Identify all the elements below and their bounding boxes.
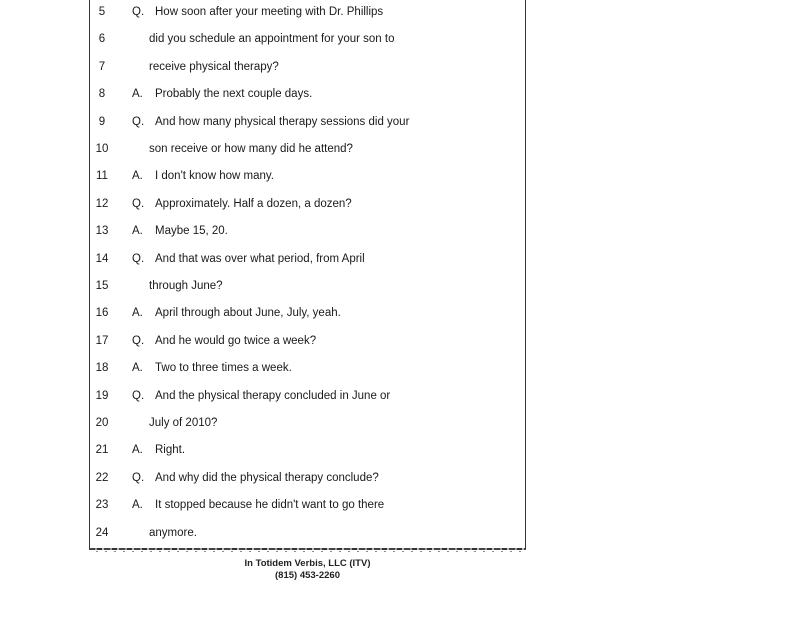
transcript-line xyxy=(0,112,526,132)
speaker-label: A. xyxy=(132,170,143,182)
line-number: 6 xyxy=(98,33,106,45)
line-text: Right. xyxy=(155,444,186,456)
transcript-line xyxy=(0,303,526,323)
transcript-line xyxy=(0,2,526,22)
line-number: 7 xyxy=(98,61,106,73)
line-text: Two to three times a week. xyxy=(155,362,292,374)
footer-company: In Totidem Verbis, LLC (ITV) xyxy=(244,558,371,569)
transcript-line xyxy=(0,276,526,296)
line-text: And that was over what period, from April xyxy=(155,253,365,265)
transcript-line xyxy=(0,221,526,241)
page-bottom-border-shadow xyxy=(96,551,526,552)
speaker-label: A. xyxy=(132,307,143,319)
transcript-line xyxy=(0,523,526,543)
line-number: 18 xyxy=(95,362,109,374)
line-text: I don't know how many. xyxy=(155,170,274,182)
line-text: did you schedule an appointment for your son to xyxy=(149,33,395,45)
speaker-label: A. xyxy=(132,88,143,100)
line-number: 20 xyxy=(95,417,109,429)
line-number: 13 xyxy=(95,225,109,237)
line-text: anymore. xyxy=(149,527,197,539)
transcript-line xyxy=(0,166,526,186)
line-number: 16 xyxy=(95,307,109,319)
line-number: 22 xyxy=(95,472,109,484)
line-number: 21 xyxy=(95,444,109,456)
line-text: Maybe 15, 20. xyxy=(155,225,228,237)
line-number: 10 xyxy=(95,143,109,155)
transcript-line xyxy=(0,495,526,515)
speaker-label: Q. xyxy=(132,6,145,18)
speaker-label: Q. xyxy=(132,253,145,265)
transcript-line xyxy=(0,57,526,77)
line-text: through June? xyxy=(149,280,223,292)
line-text: Approximately. Half a dozen, a dozen? xyxy=(155,198,352,210)
line-number: 15 xyxy=(95,280,109,292)
transcript-line xyxy=(0,29,526,49)
footer xyxy=(89,558,526,582)
line-text: And how many physical therapy sessions did your xyxy=(155,116,410,128)
transcript-line xyxy=(0,194,526,214)
line-text: And he would go twice a week? xyxy=(155,335,317,347)
transcript-line xyxy=(0,249,526,269)
speaker-label: A. xyxy=(132,444,143,456)
line-text: How soon after your meeting with Dr. Phillips xyxy=(155,6,384,18)
line-text: receive physical therapy? xyxy=(149,61,279,73)
line-number: 12 xyxy=(95,198,109,210)
speaker-label: Q. xyxy=(132,116,145,128)
speaker-label: Q. xyxy=(132,198,145,210)
transcript-line xyxy=(0,358,526,378)
line-number: 24 xyxy=(95,527,109,539)
line-text: son receive or how many did he attend? xyxy=(149,143,353,155)
line-text: And the physical therapy concluded in June or xyxy=(155,390,391,402)
line-text: April through about June, July, yeah. xyxy=(155,307,341,319)
line-text: Probably the next couple days. xyxy=(155,88,313,100)
transcript-line xyxy=(0,440,526,460)
transcript-line xyxy=(0,84,526,104)
line-number: 5 xyxy=(98,6,106,18)
speaker-label: Q. xyxy=(132,472,145,484)
line-text: July of 2010? xyxy=(149,417,218,429)
page-bottom-border xyxy=(89,548,526,550)
transcript-line xyxy=(0,468,526,488)
speaker-label: A. xyxy=(132,362,143,374)
speaker-label: Q. xyxy=(132,390,145,402)
line-number: 11 xyxy=(96,170,108,182)
transcript-line xyxy=(0,413,526,433)
line-number: 14 xyxy=(95,253,109,265)
speaker-label: A. xyxy=(132,225,143,237)
transcript-line xyxy=(0,331,526,351)
transcript-line xyxy=(0,139,526,159)
line-number: 23 xyxy=(95,499,109,511)
footer-phone: (815) 453-2260 xyxy=(275,570,340,581)
speaker-label: A. xyxy=(132,499,143,511)
speaker-label: Q. xyxy=(132,335,145,347)
line-text: And why did the physical therapy conclude? xyxy=(155,472,379,484)
transcript-line xyxy=(0,386,526,406)
line-number: 17 xyxy=(95,335,109,347)
line-number: 8 xyxy=(98,88,106,100)
line-number: 9 xyxy=(98,116,106,128)
line-text: It stopped because he didn't want to go there xyxy=(155,499,385,511)
line-number: 19 xyxy=(95,390,109,402)
